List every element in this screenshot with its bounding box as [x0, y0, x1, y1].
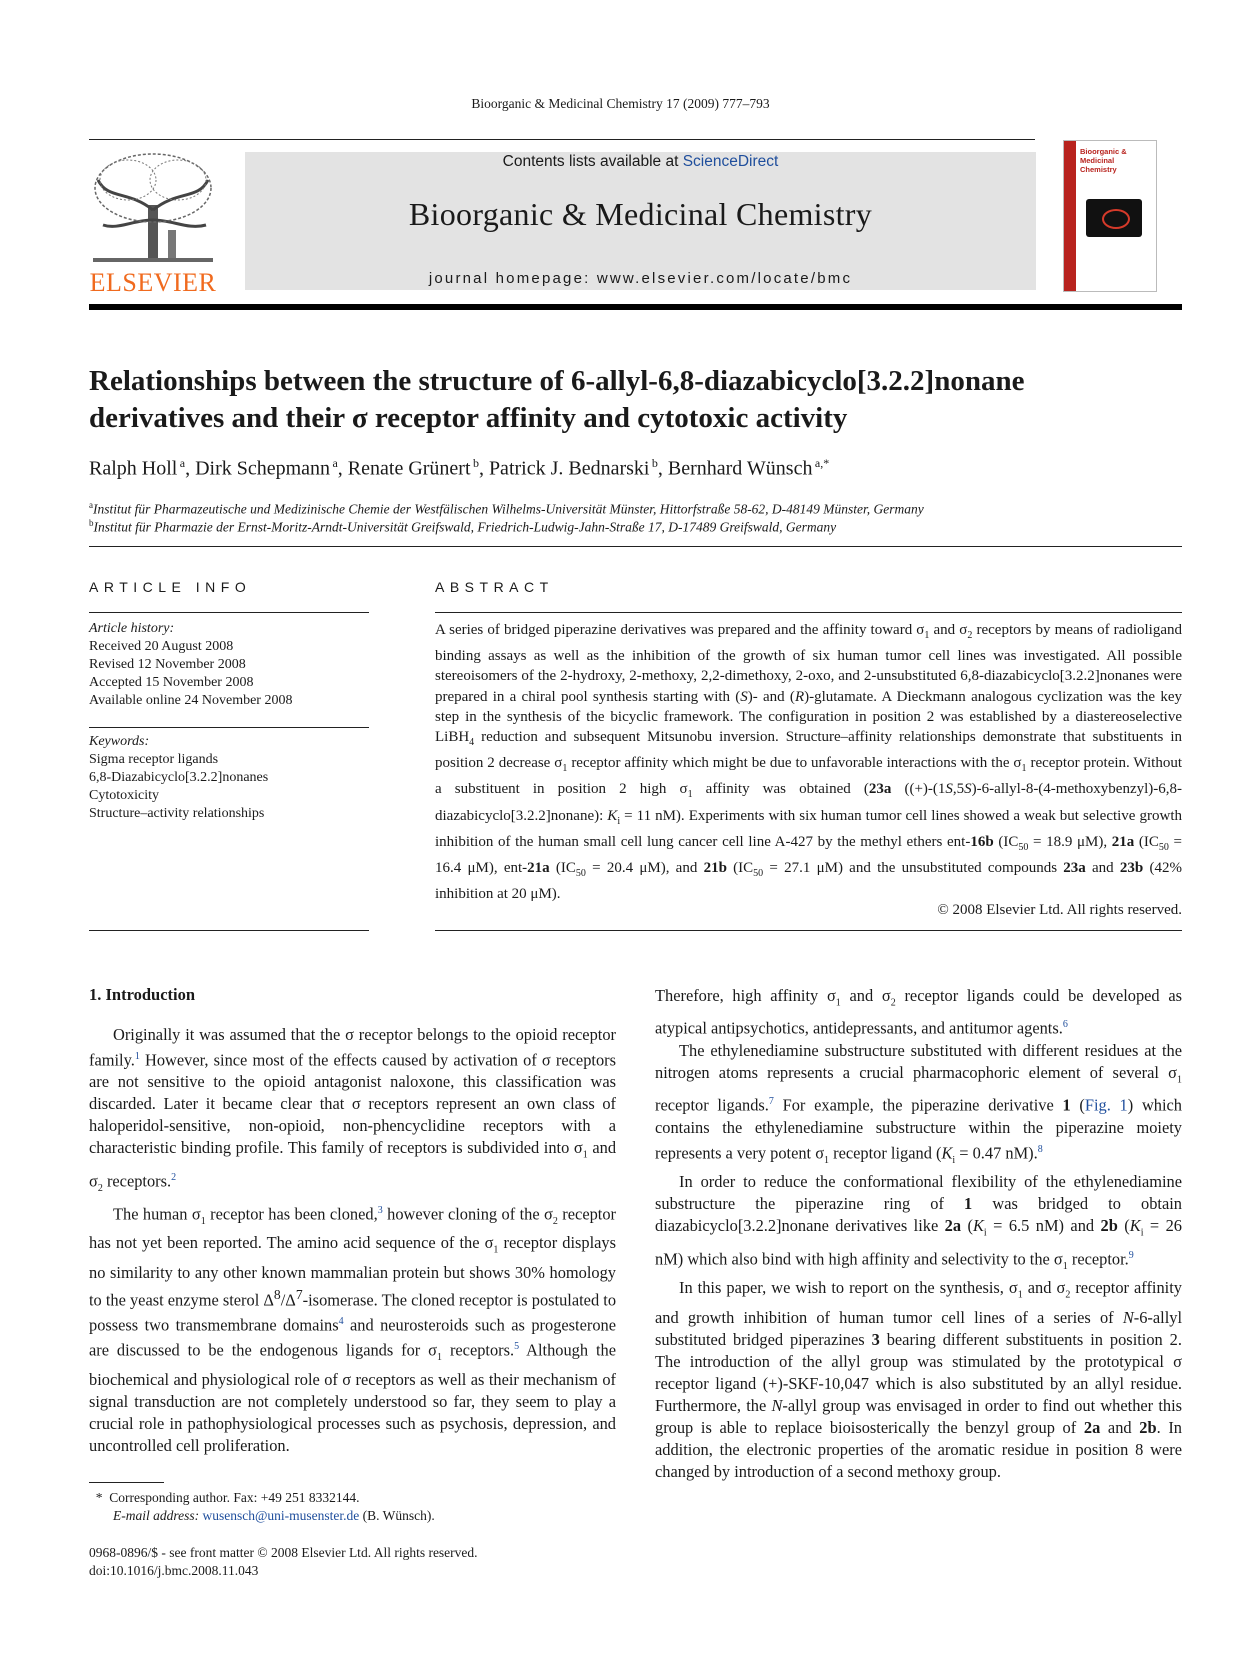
keywords-rule [89, 727, 369, 728]
affiliation-b: $^b$Institut für Pharmazie der Ernst-Moritz-Arndt-Universität Greifswald, Friedrich-Ludwig-Jahn-Straße 17, D-17489 Greifswald, Germany [89, 518, 837, 535]
journal-homepage[interactable]: journal homepage: www.elsevier.com/locate/bmc [428, 270, 853, 287]
journal-title: Bioorganic & Medicinal Chemistry [408, 196, 873, 232]
section-heading-introduction: 1. Introduction [89, 985, 196, 1004]
fig1-link[interactable]: Fig. 1 [1084, 1095, 1128, 1115]
doi[interactable]: doi:10.1016/j.bmc.2008.11.043 [89, 1563, 259, 1578]
abstract-heading: ABSTRACT [435, 579, 554, 595]
abstract-copyright: © 2008 Elsevier Ltd. All rights reserved. [937, 902, 1182, 918]
elsevier-wordmark: ELSEVIER [89, 268, 217, 297]
intro-right-column: Therefore, high affinity $\sigma_1$ and $\sigma_2$ receptor ligands could be developed as atypical antipsychotics, antidepressants, and antitumor agents.$^6$ The ethylenediamine substructure substituted with different residues at the nitrogen atoms represents a crucial pharmacophoric element of several $\sigma_1$ receptor ligands.$^7$ For example, the piperazine derivative 1 (Fig. 1) which contains the ethylenediamine substructure within the piperazine moiety represents a very potent $\sigma_1$ receptor ligand ($K_i = 0.47$ nM).$^8$ In order to reduce the conformational flexibility of the ethylenediamine substructure the piperazine ring of 1 was bridged to obtain diazabicyclo[3.2.2]nonane derivatives like 2a ($K_i = 6.5$ nM) and 2b ($K_i = 26$ nM) which also bind with high affinity and selectivity to the $\sigma_1$ receptor.$^9$ In this paper, we wish to report on the synthesis, $\sigma_1$ and $\sigma_2$ receptor affinity and growth inhibition of human tumor cell lines of a series of N-6-allyl substituted bridged piperazines 3 bearing different substituents in position 2. The introduction of the allyl group was stimulated by the prototypical σ receptor ligand (+)-SKF-10,047 which is also substituted by an allyl residue. Furthermore, the N-allyl group was envisaged in order to find out whether this group is able to replace bioisosterically the benzyl group of 2a and 2b. In addition, the electronic properties of the aromatic residue in position 8 were changed by introduction of a second methoxy group. [655, 986, 1183, 1481]
author-email-link[interactable]: wusensch@uni-musenster.de [202, 1508, 360, 1523]
author-list: Ralph Holl $^a$, Dirk Schepmann $^a$, Renate Grünert $^b$, Patrick J. Bednarski $^b$, Bernhard Wünsch $^{a,*}$ [89, 456, 830, 480]
keywords: Keywords: Sigma receptor ligands 6,8-Diazabicyclo[3.2.2]nonanes Cytotoxicity Structure–activity relationships [89, 734, 269, 821]
header-rule [89, 139, 1035, 140]
journal-citation: Bioorganic & Medicinal Chemistry 17 (2009) 777–793 [471, 96, 770, 111]
abstract-rule [435, 612, 1182, 613]
elsevier-tree-logo [88, 150, 218, 268]
footnote-rule [89, 1482, 164, 1483]
intro-left-column: Originally it was assumed that the σ receptor belongs to the opioid receptor family.$^1$ However, since most of the effects caused by activation of σ receptors are not sensitive to the opioid antagonist naloxone, this classification was discarded. Later it became clear that σ receptors represent an own class of haloperidol-sensitive, non-opioid, non-phencyclidine receptors with a characteristic binding profile. This family of receptors is subdivided into $\sigma_1$ and $\sigma_2$ receptors.$^2$ The human $\sigma_1$ receptor has been cloned,$^3$ however cloning of the $\sigma_2$ receptor has not yet been reported. The amino acid sequence of the $\sigma_1$ receptor displays no similarity to any other known mammalian protein but shows 30% homology to the yeast enzyme sterol $\Delta^8/\Delta^7$-isomerase. The cloned receptor is postulated to possess two transmembrane domains$^4$ and neurosteroids such as progesterone are discussed to be the endogenous ligands for $\sigma_1$ receptors.$^5$ Although the biochemical and physiological role of σ receptors as well as their mechanism of signal transduction are not completely understood so far, they seem to play a crucial role in pathophysiological processes such as psychosis, depression, and uncontrolled cell proliferation. [89, 1025, 617, 1456]
affiliation-a: $^a$Institut für Pharmazeutische und Medizinische Chemie der Westfälischen Wilhelms-Universität Münster, Hittorfstraße 58-62, D-48149 Münster, Germany [89, 500, 924, 517]
header-thick-rule [89, 304, 1182, 310]
sciencedirect-link[interactable]: ScienceDirect [682, 153, 779, 170]
abstract-bottom-rule [435, 930, 1182, 931]
article-title: Relationships between the structure of 6-allyl-6,8-diazabicyclo[3.2.2]nonane derivatives and their σ receptor affinity and cytotoxic activity [89, 365, 1025, 434]
contents-line: Contents lists available at ScienceDirect [502, 153, 779, 170]
info-bottom-rule [89, 930, 369, 931]
affiliation-rule [89, 546, 1182, 547]
article-history: Article history: Received 20 August 2008 Revised 12 November 2008 Accepted 15 November 2008 Available online 24 November 2008 [89, 621, 293, 708]
journal-cover-thumbnail: Bioorganic & Medicinal Chemistry [1063, 140, 1157, 292]
article-info-rule [89, 612, 369, 613]
front-matter-footnote: 0968-0896/$ - see front matter © 2008 Elsevier Ltd. All rights reserved. doi:10.1016/j.bmc.2008.11.043 [89, 1544, 569, 1580]
article-info-heading: ARTICLE INFO [89, 579, 252, 595]
abstract-text: A series of bridged piperazine derivatives was prepared and the affinity toward $\sigma_1$ and $\sigma_2$ receptors by means of radioligand binding assays as well as the inhibition of the growth of six human tumor cell lines was investigated. All possible stereoisomers of the 2-hydroxy, 2-methoxy, 2,2-dimethoxy, 2-oxo, and 2-unsubstituted 6,8-diazabicyclo[3.2.2]nonanes were prepared in a chiral pool synthesis starting with (S)- and (R)-glutamate. A Dieckmann analogous cyclization was the key step in the synthesis of the bicyclic framework. The configuration in position 2 was established by a diastereoselective LiBH$_4$ reduction and subsequent Mitsunobu inversion. Structure–affinity relationships demonstrate that substituents in position 2 decrease $\sigma_1$ receptor affinity which might be due to unfavorable interactions with the $\sigma_1$ receptor protein. Without a substituent in position 2 high $\sigma_1$ affinity was obtained (23a ((+)-(1S,5S)-6-allyl-8-(4-methoxybenzyl)-6,8-diazabicyclo[3.2.2]nonane): $K_i = 11$ nM). Experiments with six human tumor cell lines showed a weak but selective growth inhibition of the human small cell lung cancer cell line A-427 by the methyl ethers ent-16b ($IC_{50} = 18.9$ μM), 21a ($IC_{50} = 16.4$ μM), ent-21a ($IC_{50} = 20.4$ μM), and 21b ($IC_{50} = 27.1$ μM) and the unsubstituted compounds 23a and 23b (42% inhibition at 20 μM). [435, 622, 1183, 903]
corresponding-author-footnote: * Corresponding author. Fax: +49 251 8332144. E-mail address: wusensch@uni-musenster.de (B. Wünsch). [89, 1490, 435, 1523]
